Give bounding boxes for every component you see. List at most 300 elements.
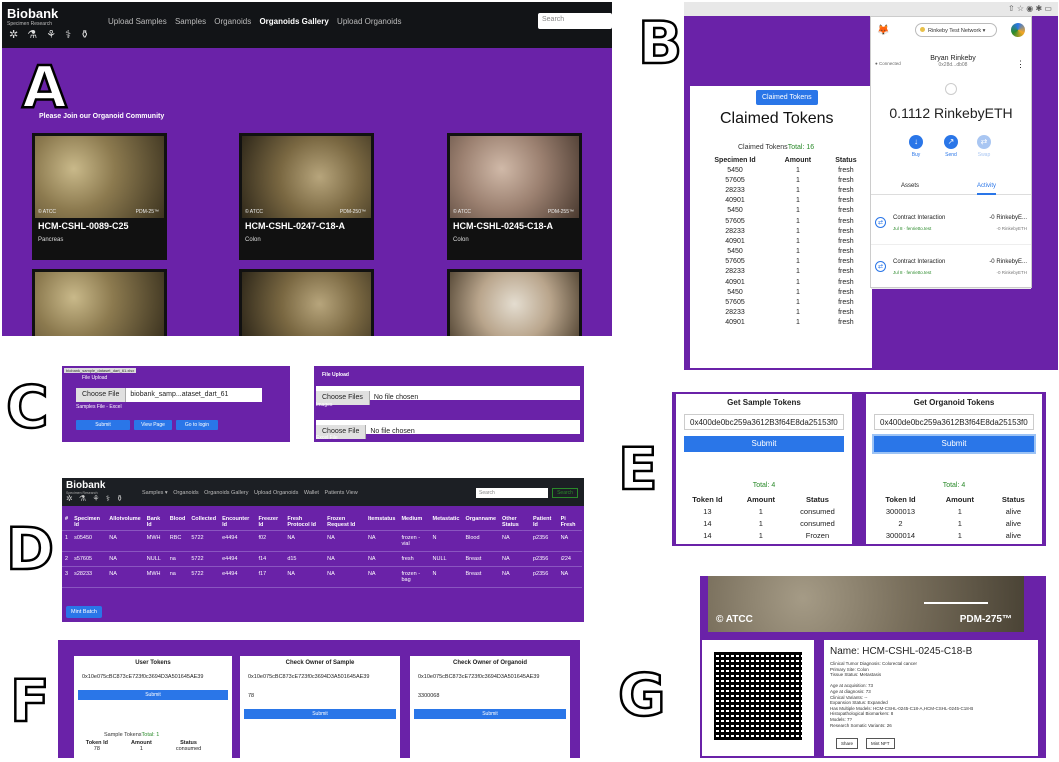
tx-date: Jul 8 · fenrietto.test [893,226,932,231]
choose-files-button[interactable]: Choose Files [316,391,370,405]
organoid-site: Pancreas [38,237,64,243]
cell-status: fresh [838,288,854,296]
col-token-id: Token Id [692,495,723,504]
col-header[interactable]: Itemstatus [365,514,399,531]
panel-label-g: G [618,661,666,729]
col-header[interactable]: # [62,514,71,531]
contract-interaction-icon: ⇄ [875,261,886,272]
col-header[interactable]: Fresh Protocol Id [284,514,324,531]
table-cell: p2356 [530,552,558,567]
col-header[interactable]: Bank Id [144,514,167,531]
cell-specimen-id: 40901 [725,197,745,205]
cell-status: fresh [838,166,854,174]
table-cell: N [430,531,463,552]
tx-date: Jul 8 · fenrietto.test [893,270,932,275]
organoid-card[interactable] [447,269,582,336]
table-cell: 5722 [188,552,219,567]
organoid-image [35,272,164,336]
submit-button[interactable]: Submit [76,420,130,430]
table-row [870,505,1038,517]
tx-name: Contract Interaction [893,259,946,265]
account-info[interactable] [925,55,981,68]
col-header[interactable]: Other Status [499,514,530,531]
table-cell: NA [499,531,530,552]
file-tooltip: biobank_sample_dataset_dart_61.xlsx [66,368,135,373]
cell-token-id: 14 [703,530,712,540]
tx-amount: -0 RinkebyE... [989,259,1027,265]
cell-amount: 1 [795,258,800,266]
transaction-row[interactable] [871,249,1031,289]
col-header[interactable]: Freezer Id [256,514,285,531]
nav-organoids-gallery[interactable]: Organoids Gallery [259,17,329,26]
cell-amount: 1 [795,299,800,307]
tokens-total: Total: 4 [752,482,776,489]
tx-amount-sub: -0 RinkebyETH [996,226,1027,231]
connected-status[interactable]: ● Connected [875,61,901,66]
col-header[interactable]: Specimen Id [71,514,106,531]
table-cell: NA [284,531,324,552]
table-row [698,267,868,277]
detail-line: Research Somatic Variants: 26 [830,722,892,728]
table-cell: NA [324,567,365,588]
organoid-name: Name: HCM-CSHL-0245-C18-B [830,646,973,657]
samples-upload-form [62,366,290,442]
send-icon: ↗ [944,135,958,149]
organoid-id-input[interactable]: 3300068 [418,693,440,699]
check-owner-sample-card [240,656,400,758]
table-row[interactable] [62,531,582,552]
total-value: Total: 1 [141,732,160,738]
cell-amount: 1 [795,186,800,194]
col-amount: Amount [746,495,776,504]
submit-button[interactable]: Submit [684,436,844,452]
nav-organoids-gallery[interactable]: Organoids Gallery [204,490,249,496]
address-input[interactable]: 0x400de0bc259a3612B3f64E8da25153f0 [874,414,1034,430]
brand-subtitle: Specimen Research [7,21,53,27]
nav-organoids[interactable]: Organoids [173,490,199,496]
detail-line: Age at acquisition: 73 [830,683,874,689]
sample-tokens-total [104,732,159,738]
cell-status: Frozen [805,530,830,540]
table-cell: 3 [62,567,71,588]
col-amount: Amount [784,157,812,164]
col-amount: Amount [131,740,152,746]
table-row [698,185,868,195]
lab-icons[interactable]: ✲ ⚗ ⚘ ⚕ ⚱ [66,494,125,503]
cell-status: fresh [838,309,854,317]
table-row [74,746,214,752]
cell-status: fresh [838,186,854,194]
cell-status: fresh [838,237,854,245]
table-row [870,517,1038,529]
total-label: Sample Tokens [104,732,142,738]
table-row [698,165,868,175]
table-row [698,297,868,307]
no-file-chosen: No file chosen [370,428,415,435]
organoid-upload-form [314,366,584,442]
cell-token-id: 13 [703,506,712,516]
total-label: Claimed Tokens [738,144,788,151]
panel-label-e: E [618,435,658,503]
qr-code-card [702,640,814,756]
col-header[interactable]: Organname [462,514,499,531]
table-row [698,196,868,206]
cell-amount: 1 [957,518,962,528]
organoid-site: Colon [453,237,469,243]
address-input[interactable]: 0x10e075cBC873cE723f0c3694D3A501645AE39 [418,674,540,680]
col-header[interactable]: Blood [167,514,189,531]
table-row [680,517,848,529]
brand-logo[interactable] [66,480,105,495]
col-header[interactable]: Patient Id [530,514,558,531]
table-cell: NA [365,567,399,588]
col-header[interactable]: Medium [398,514,429,531]
panel-label-b: B [638,9,683,77]
detail-line: Primary Site: Colon [830,666,869,672]
table-row [870,529,1038,541]
swap-icon: ⇄ [977,135,991,149]
sample-id-input[interactable]: 78 [248,693,255,699]
swap-button[interactable] [969,135,999,158]
claimed-tokens-button[interactable]: Claimed Tokens [756,90,818,105]
brand-title: Biobank [7,6,59,21]
organoid-title: HCM-CSHL-0245-C18-A [453,221,554,231]
search-button[interactable]: Search [552,488,578,498]
card-title: Check Owner of Sample [285,660,355,666]
brand-subtitle: Specimen Research [66,491,98,495]
browser-toolbar [684,2,1058,16]
panel-a-organoid-gallery [2,2,612,336]
nav-upload-organoids[interactable]: Upload Organoids [337,17,402,26]
cell-amount: 1 [795,227,800,235]
mint-batch-button[interactable]: Mint Batch [66,606,102,618]
table-cell: 5722 [188,567,219,588]
nav-samples[interactable]: Samples [174,17,207,26]
cell-amount: 1 [795,278,800,286]
get-tokens-panel [672,392,1046,546]
table-cell: 5722 [188,531,219,552]
detail-line: Histopathological Biomarkers: 8 [830,711,894,717]
table-cell: NA [106,567,143,588]
cell-token-id: 14 [703,518,712,528]
go-to-login-button[interactable]: Go to login [176,420,218,430]
table-cell: 1 [62,531,71,552]
search-input[interactable]: Search [538,13,612,29]
swap-label: Swap [977,152,991,158]
panel-label-d: D [6,515,55,583]
col-status: Status [1001,495,1025,504]
organoid-card[interactable] [239,269,374,336]
tab-activity[interactable]: Activity [977,183,996,195]
organoid-title: HCM-CSHL-0089-C25 [38,221,129,231]
table-cell: na [167,567,189,588]
table-cell: s05450 [71,531,106,552]
pdm-watermark: PDM-25™ [135,209,159,215]
cell-token-id: 2 [898,518,903,528]
cell-amount: 1 [957,506,962,516]
cell-token-id: 3000014 [885,530,916,540]
address-input[interactable]: 0x10e075cBC873cE723f0c3694D3A501645AE39 [82,674,204,680]
file-upload-label: File Upload [322,372,349,378]
table-cell: f02 [256,531,285,552]
cell-specimen-id: 57605 [725,299,745,307]
cell-amount: 1 [795,237,800,245]
col-status: Status [835,157,857,164]
cell-amount: 1 [795,319,800,327]
cell-amount: 1 [139,746,143,752]
user-tokens-panel [58,640,580,758]
cell-amount: 1 [795,207,800,215]
cell-specimen-id: 57605 [725,258,745,266]
atcc-watermark: © ATCC [716,614,753,625]
nav-upload-samples[interactable]: Upload Samples [108,17,167,26]
table-row [698,175,868,185]
table-cell: d15 [284,552,324,567]
table-row [698,318,868,328]
table-cell: i224 [558,552,582,567]
organoid-card[interactable] [32,269,167,336]
buy-button[interactable] [901,135,931,158]
table-cell: e4494 [219,567,255,588]
panel-label-a: A [22,53,67,121]
cell-specimen-id: 5450 [727,248,743,256]
cell-status: fresh [838,176,854,184]
detail-line: Age at diagnosis: 73 [830,688,871,694]
cell-status: fresh [838,319,854,327]
table-row [698,308,868,318]
transaction-row[interactable] [871,205,1031,245]
tab-assets[interactable]: Assets [901,183,920,189]
organoid-nft-panel [700,576,1046,758]
nav-links [142,490,362,496]
cell-status: fresh [838,227,854,235]
search-input[interactable]: Search [476,488,548,498]
panel-label-f: F [10,667,50,735]
pdm-watermark: PDM-275™ [959,614,1012,625]
claimed-tokens-card [690,86,872,368]
more-options-icon[interactable]: ⋮ [1016,59,1025,69]
extension-icons[interactable]: ⇧ ☆ ◉ ✱ ▭ [1007,4,1052,13]
col-header[interactable]: Frozen Request Id [324,514,365,531]
atcc-watermark: © ATCC [38,209,57,215]
cell-specimen-id: 57605 [725,217,745,225]
col-header[interactable]: Collected [188,514,219,531]
cell-amount: 1 [795,248,800,256]
col-token-id: Token Id [885,495,916,504]
detail-line: Clinical Variants: -- [830,694,868,700]
table-row [680,529,848,541]
total-value: Total: 16 [787,144,815,151]
cell-specimen-id: 28233 [725,227,745,235]
images-file-input[interactable] [316,386,580,400]
organoid-card[interactable] [239,133,374,260]
table-row[interactable] [62,567,582,588]
share-button[interactable]: Share [836,738,858,749]
brand-title: Biobank [66,480,106,491]
table-cell: NA [558,531,582,552]
qr-code-icon[interactable] [714,652,802,740]
address-input[interactable]: 0x400de0bc259a3612B3f64E8da25153f0 [684,414,844,430]
table-row [698,277,868,287]
table-cell: NULL [430,552,463,567]
mint-nft-button[interactable]: Mint NFT [866,738,895,749]
nav-organoids[interactable]: Organoids [214,17,252,26]
cell-amount: 1 [758,530,763,540]
nav-patients-view[interactable]: Patients View [324,490,358,496]
organoid-image [450,272,579,336]
excel-file-input[interactable] [316,420,580,434]
organoid-title: HCM-CSHL-0247-C18-A [245,221,346,231]
table-row [698,226,868,236]
col-header[interactable]: Encounter Id [219,514,255,531]
nav-wallet[interactable]: Wallet [303,490,319,496]
cell-specimen-id: 40901 [725,278,745,286]
address-input[interactable]: 0x10e075cBC873cE723f0c3694D3A501645AE39 [248,674,370,680]
cell-specimen-id: 5450 [727,166,743,174]
submit-button[interactable]: Submit [244,709,396,719]
samples-table [62,514,582,588]
table-cell: 2 [62,552,71,567]
metamask-popup [870,16,1032,288]
atcc-watermark: © ATCC [453,209,472,215]
table-cell: fresh [398,552,429,567]
account-address: 0x28d...db08 [938,62,968,68]
get-organoid-tokens-card [866,394,1042,544]
submit-button[interactable]: Submit [78,690,228,700]
submit-button[interactable]: Submit [414,709,566,719]
table-row [698,236,868,246]
cell-amount: 1 [795,217,800,225]
samples-file-label: Samples File - Excel [76,404,122,410]
pdm-watermark: PDM-255™ [547,209,574,215]
claimed-tokens-table [698,156,868,328]
table-cell: frozen - bag [398,567,429,588]
table-cell: NA [106,531,143,552]
nav-samples-dropdown[interactable]: Samples ▾ [142,490,168,496]
no-file-chosen: No file chosen [373,394,419,401]
tx-amount-sub: -0 RinkebyETH [996,270,1027,275]
choose-file-button[interactable]: Choose File [316,425,366,439]
brand-logo[interactable] [7,6,58,27]
choose-file-button[interactable]: Choose File [76,388,126,402]
col-header[interactable]: Allotvolume [106,514,143,531]
network-dot-icon [920,27,925,32]
table-row [698,216,868,226]
table-cell: N [430,567,463,588]
cell-amount: 1 [795,288,800,296]
table-cell: p2356 [530,531,558,552]
detail-line: Models: 7? [830,716,853,722]
table-cell: NA [324,552,365,567]
cell-status: fresh [838,278,854,286]
send-button[interactable] [936,135,966,158]
cell-specimen-id: 40901 [725,319,745,327]
table-row [680,505,848,517]
samples-table-panel [62,478,584,622]
claimed-total [738,144,814,151]
detail-line: Expansion Status: Expanded [830,700,888,706]
scale-bar [924,602,988,604]
table-row [698,206,868,216]
nav-upload-organoids[interactable]: Upload Organoids [254,490,299,496]
cell-status: consumed [800,506,835,516]
claimed-tokens-heading: Claimed Tokens [720,110,834,127]
table-cell: e4494 [219,552,255,567]
cell-status: fresh [838,258,854,266]
organoid-card[interactable] [447,133,582,260]
cell-specimen-id: 28233 [725,186,745,194]
cell-specimen-id: 5450 [727,288,743,296]
organoid-info-card [824,640,1038,756]
cell-status: consumed [800,518,835,528]
table-cell: NA [106,552,143,567]
table-cell: Blood [462,531,499,552]
table-cell: NA [499,567,530,588]
buy-label: Buy [911,152,921,158]
organoid-image [242,136,371,218]
excel-file-label: Excel File [316,435,338,441]
cell-token-id: 78 [93,746,100,752]
table-cell: Breast [462,567,499,588]
table-cell: NULL [144,552,167,567]
metamask-fox-icon: 🦊 [877,25,890,36]
table-cell: RBC [167,531,189,552]
nav-links [108,17,408,26]
view-page-button[interactable]: View Page [134,420,172,430]
organoid-tokens-table [870,494,1038,542]
panel-b-claimed-tokens [684,2,1058,370]
cell-specimen-id: 28233 [725,309,745,317]
table-row[interactable] [62,552,582,567]
table-cell: f14 [256,552,285,567]
account-avatar[interactable] [1011,23,1025,37]
cell-amount: 1 [795,176,800,184]
network-selector[interactable]: Rinkeby Test Network ▾ [915,23,997,37]
submit-button[interactable]: Submit [874,436,1034,452]
organoid-card[interactable] [32,133,167,260]
file-upload-label: File Upload [82,375,108,381]
cell-status: fresh [838,217,854,225]
col-header[interactable]: Metastatic [430,514,463,531]
samples-file-input[interactable] [76,388,262,402]
account-balance: 0.1112 RinkebyETH [889,105,1013,121]
col-header[interactable]: Pi Fresh [558,514,582,531]
table-cell: e4494 [219,531,255,552]
buy-icon: ↓ [909,135,923,149]
card-title: Get Sample Tokens [727,398,801,407]
table-cell: na [167,552,189,567]
top-navbar [62,478,584,506]
join-community-text: Please Join our Organoid Community [39,113,165,120]
table-cell: frozen - vial [398,531,429,552]
card-title: Get Organoid Tokens [913,398,995,407]
card-title: Check Owner of Organoid [452,660,527,666]
cell-status: alive [1005,506,1022,516]
check-owner-organoid-card [410,656,570,758]
lab-icons[interactable]: ✲ ⚗ ⚘ ⚕ ⚱ [9,29,93,41]
tx-amount: -0 RinkebyE... [989,215,1027,221]
wallet-tabs [871,177,1031,195]
network-name: Rinkeby Test Network [928,28,982,34]
table-cell: NA [499,552,530,567]
eth-logo-icon [945,83,957,95]
panel-label-c: C [6,373,49,441]
cell-status: fresh [838,299,854,307]
sample-tokens-table [680,494,848,542]
cell-specimen-id: 57605 [725,176,745,184]
cell-amount: 1 [795,309,800,317]
table-cell: NA [365,531,399,552]
